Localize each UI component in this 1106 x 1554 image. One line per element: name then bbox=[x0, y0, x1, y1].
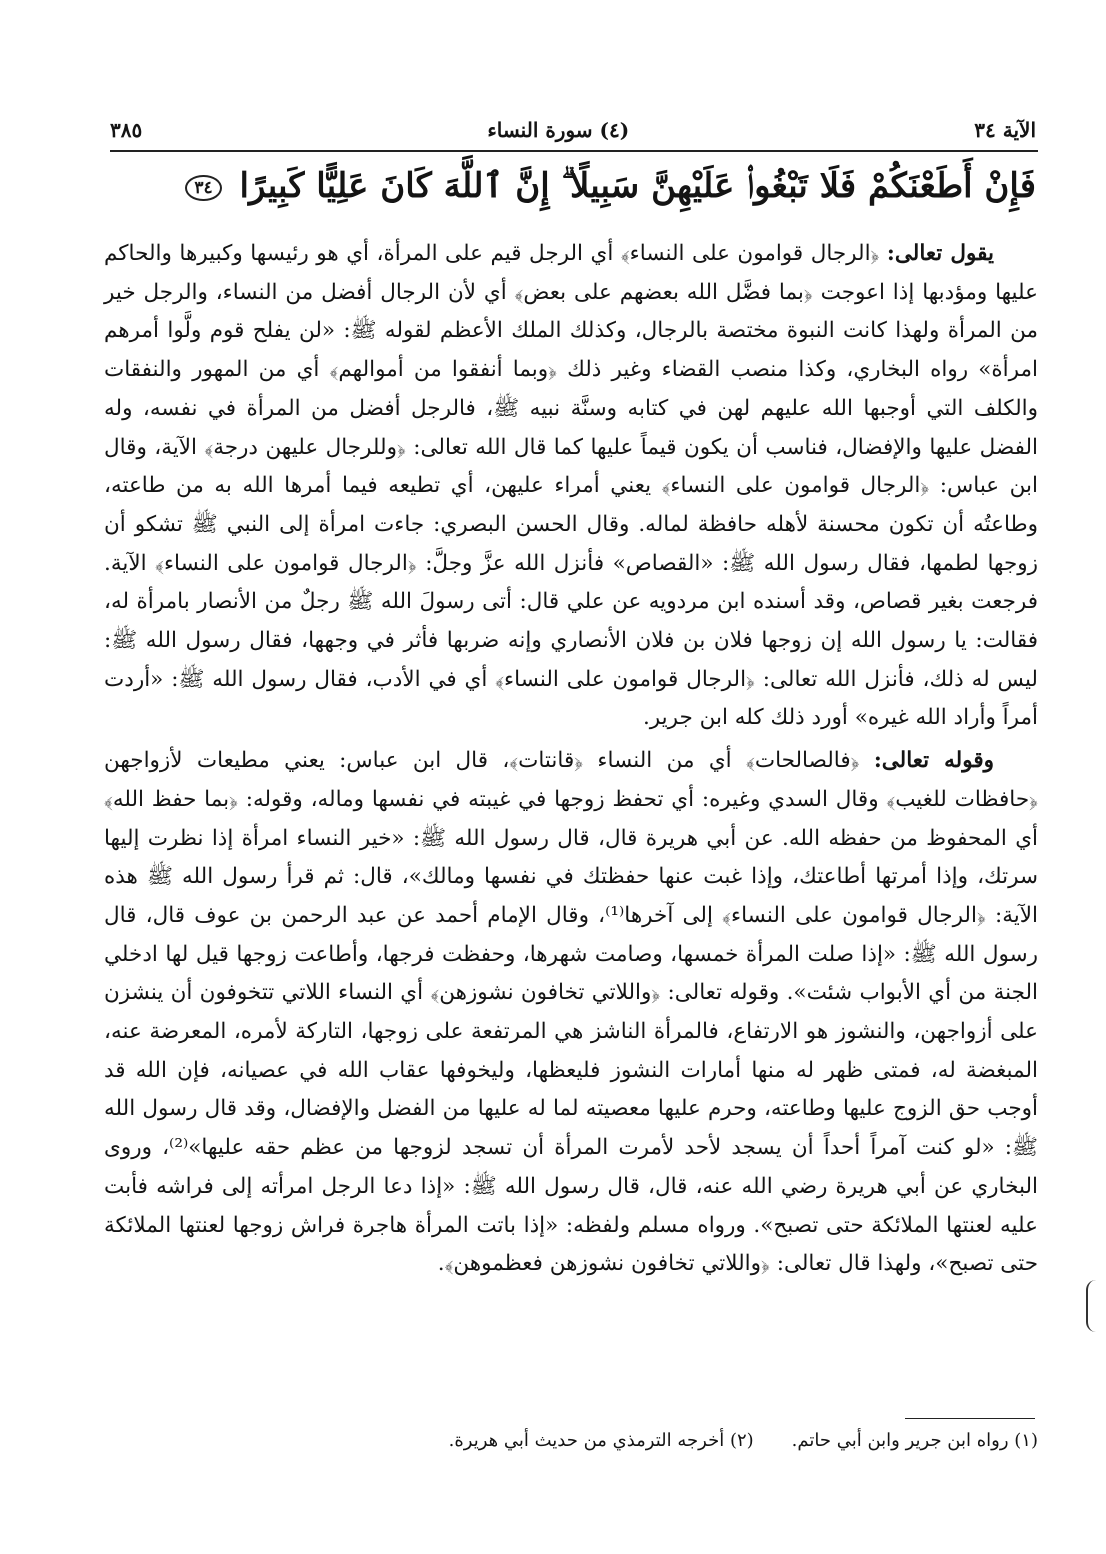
quran-verse bbox=[194, 165, 1036, 225]
paragraph-lead: يقول تعالى: bbox=[886, 241, 994, 266]
paragraph-text: ﴿فالصالحات﴾ أي من النساء ﴿قانتات﴾، قال ابن عباس: يعني مطيعات لأزواجهن ﴿حافظات للغيب﴾ وقال السدي وغيره: أي تحفظ زوجها في غيبته في نفسها وماله، وقوله: ﴿بما حفظ الله﴾ أي المحفوظ من حفظه الله. عن أبي هريرة قال، قال رسول الله ﷺ: «خير النساء امرأة إذا نظرت إليها سرتك، وإذا أمرتها أطاعتك، وإذا غبت عنها حفظتك في نفسها ومالك»، قال: ثم قرأ رسول الله ﷺ هذه الآية: ﴿الرجال قوامون على النساء﴾ إلى آخرها⁽¹⁾، وقال الإمام أحمد عن عبد الرحمن بن عوف قال، قال رسول الله ﷺ: «إذا صلت المرأة خمسها، وصامت شهرها، وحفظت فرجها، وأطاعت زوجها قيل لها ادخلي الجنة من أي الأبواب شئت». وقوله تعالى: ﴿واللاتي تخافون نشوزهن﴾ أي النساء اللاتي تتخوفون أن ينشزن على أزواجهن، والنشوز هو الارتفاع، فالمرأة الناشز هي المرتفعة على زوجها، التاركة لأمره، المعرضة عنه، المبغضة له، فمتى ظهر له منها أمارات النشوز فليعظها، وليخوفها عقاب الله في عصيانه، فإن الله قد أوجب حق الزوج عليها وطاعته، وحرم عليها معصيته لما له عليها من الفضل والإفضال، وقد قال رسول الله ﷺ: «لو كنت آمراً أحداً أن يسجد لأحد لأمرت المرأة أن تسجد لزوجها من عظم حقه عليها»⁽²⁾، وروى البخاري عن أبي هريرة رضي الله عنه، قال، قال رسول الله ﷺ: «إذا دعا الرجل امرأته إلى فراشه فأبت عليه لعنتها الملائكة حتى تصبح». ورواه مسلم ولفظه: «إذا باتت المرأة هاجرة فراش زوجها لعنتها الملائكة حتى تصبح»، ولهذا قال تعالى: ﴿واللاتي تخافون نشوزهن فعظموهن﴾. bbox=[104, 748, 1039, 1277]
footnote-item: (١) رواه ابن جرير وابن أبي حاتم. bbox=[791, 1430, 1038, 1451]
paragraph-text: ﴿الرجال قوامون على النساء﴾ أي الرجل قيم على المرأة، أي هو رئيسها وكبيرها والحاكم عليها ومؤدبها إذا اعوجت ﴿بما فضَّل الله بعضهم على بعض﴾ أي لأن الرجال أفضل من النساء، والرجل خير من المرأة ولهذا كانت النبوة مختصة بالرجال، وكذلك الملك الأعظم لقوله ﷺ: «لن يفلح قوم ولَّوا أمرهم امرأة» رواه البخاري، وكذا منصب القضاء وغير ذلك ﴿وبما أنفقوا من أموالهم﴾ أي من المهور والنفقات والكلف التي أوجبها الله عليهم لهن في كتابه وسنَّة نبيه ﷺ، فالرجل أفضل من المرأة في نفسه، وله الفضل عليها والإفضال، فناسب أن يكون قيماً عليها كما قال الله تعالى: ﴿وللرجال عليهن درجة﴾ الآية، وقال ابن عباس: ﴿الرجال قوامون على النساء﴾ يعني أمراء عليهن، أي تطيعه فيما أمرها الله به من طاعته، وطاعتُه أن تكون محسنة لأهله حافظة لماله. وقال الحسن البصري: جاءت امرأة إلى النبي ﷺ تشكو أن زوجها لطمها، فقال رسول الله ﷺ: «القصاص» فأنزل الله عزَّ وجلَّ: ﴿الرجال قوامون على النساء﴾ الآية. فرجعت بغير قصاص، وقد أسنده ابن مردويه عن علي قال: أتى رسولَ الله ﷺ رجلٌ من الأنصار بامرأة له، فقالت: يا رسول الله إن زوجها فلان بن فلان الأنصاري وإنه ضربها فأثر في وجهها، فقال رسول الله ﷺ: ليس له ذلك، فأنزل الله تعالى: ﴿الرجال قوامون على النساء﴾ أي في الأدب، فقال رسول الله ﷺ: «أردت أمراً وأراد الله غيره» أورد ذلك كله ابن جرير. bbox=[104, 241, 1038, 731]
header-page-number: ٣٨٥ bbox=[110, 118, 143, 142]
commentary-body bbox=[104, 235, 1038, 1284]
header-surah-title: (٤) سورة النساء bbox=[487, 118, 630, 142]
paragraph-lead: وقوله تعالى: bbox=[873, 748, 994, 774]
footnote-divider bbox=[905, 1418, 1035, 1419]
footnote-item: (٢) أخرجه الترمذي من حديث أبي هريرة. bbox=[448, 1430, 754, 1451]
commentary-paragraph bbox=[104, 235, 1038, 738]
header-divider bbox=[110, 150, 1038, 152]
footnotes bbox=[360, 1430, 1038, 1451]
commentary-paragraph bbox=[104, 742, 1038, 1284]
margin-mark bbox=[1086, 1280, 1096, 1332]
running-header bbox=[110, 112, 1036, 148]
verse-number-marker: ٣٤ bbox=[185, 175, 221, 201]
verse-text: فَإِنْ أَطَعْنَكُمْ فَلَا تَبْغُوا۟ عَلَيْهِنَّ سَبِيلًا ۗ إِنَّ ٱللَّهَ كَانَ عَلِيًّا كَبِيرًا bbox=[239, 166, 1036, 206]
header-verse-label: الآية ٣٤ bbox=[974, 118, 1036, 142]
